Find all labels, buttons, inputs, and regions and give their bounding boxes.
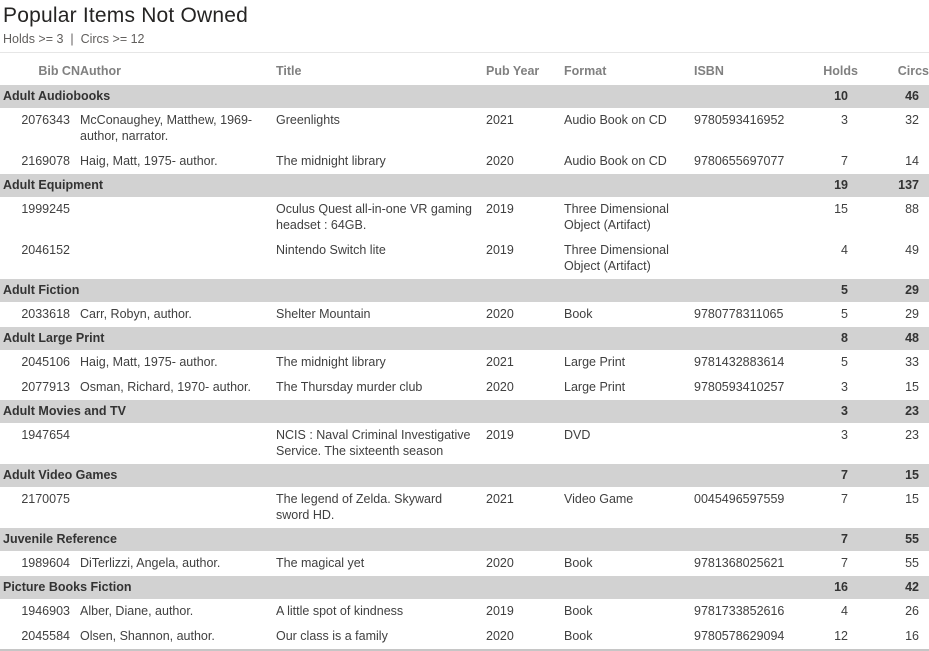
- cell-holds: 3: [841, 113, 848, 127]
- cell-circs: 23: [905, 428, 919, 442]
- cell-holds: 15: [834, 202, 848, 216]
- cell-isbn: 9781733852616: [694, 604, 785, 618]
- cell-author: DiTerlizzi, Angela, author.: [80, 556, 221, 570]
- cell-pubyear: 2019: [486, 243, 514, 257]
- cell-format: Audio Book on CD: [564, 113, 667, 127]
- cell-circs: 49: [905, 243, 919, 257]
- cell-pubyear: 2020: [486, 556, 514, 570]
- cell-circs: 32: [905, 113, 919, 127]
- column-header-author[interactable]: Author: [80, 64, 121, 78]
- group-total-holds: 3: [811, 400, 858, 423]
- group-total-circs: 29: [858, 279, 929, 302]
- cell-circs: 14: [905, 154, 919, 168]
- table-row: [0, 599, 929, 624]
- cell-format: Large Print: [564, 355, 626, 369]
- cell-author: Osman, Richard, 1970- author.: [80, 380, 251, 394]
- cell-author: Olsen, Shannon, author.: [80, 629, 215, 643]
- group-header-row: [0, 528, 929, 551]
- cell-author: Alber, Diane, author.: [80, 604, 194, 618]
- cell-bib: 2170075: [21, 492, 70, 506]
- cell-format: Book: [564, 556, 593, 570]
- group-total-circs: 15: [858, 464, 929, 487]
- cell-format: Video Game: [564, 492, 634, 506]
- cell-bib: 1947654: [21, 428, 70, 442]
- cell-pubyear: 2019: [486, 202, 514, 216]
- cell-bib: 1989604: [21, 556, 70, 570]
- table-row: [0, 375, 929, 400]
- group-name: Adult Audiobooks: [0, 85, 811, 108]
- cell-holds: 7: [841, 492, 848, 506]
- group-total-holds: 5: [811, 279, 858, 302]
- group-header-row: [0, 576, 929, 599]
- cell-circs: 15: [905, 492, 919, 506]
- cell-pubyear: 2020: [486, 380, 514, 394]
- column-header-bib[interactable]: Bib CN: [38, 64, 80, 78]
- cell-isbn: 9781432883614: [694, 355, 785, 369]
- table-row: [0, 350, 929, 375]
- group-name: Adult Movies and TV: [0, 400, 811, 423]
- cell-bib: 2045584: [21, 629, 70, 643]
- cell-format: Audio Book on CD: [564, 154, 667, 168]
- cell-circs: 88: [905, 202, 919, 216]
- cell-holds: 3: [841, 428, 848, 442]
- table-row: [0, 487, 929, 528]
- cell-pubyear: 2020: [486, 307, 514, 321]
- cell-author: Haig, Matt, 1975- author.: [80, 154, 218, 168]
- column-header-format[interactable]: Format: [564, 64, 607, 78]
- column-header-circs[interactable]: Circs: [897, 64, 929, 78]
- group-header-row: [0, 327, 929, 350]
- group-total-circs: 55: [858, 528, 929, 551]
- cell-title: The midnight library: [276, 154, 386, 168]
- cell-isbn: 9780578629094: [694, 629, 785, 643]
- cell-holds: 5: [841, 307, 848, 321]
- table-row: [0, 551, 929, 576]
- cell-isbn: [694, 238, 811, 279]
- table-row: [0, 423, 929, 464]
- column-header-title[interactable]: Title: [276, 64, 302, 78]
- cell-circs: 33: [905, 355, 919, 369]
- cell-circs: 15: [905, 380, 919, 394]
- cell-pubyear: 2019: [486, 428, 514, 442]
- cell-title: A little spot of kindness: [276, 604, 404, 618]
- group-total-holds: 16: [811, 576, 858, 599]
- group-name: Adult Video Games: [0, 464, 811, 487]
- group-header-row: [0, 174, 929, 197]
- cell-title: Greenlights: [276, 113, 340, 127]
- cell-bib: 2076343: [21, 113, 70, 127]
- cell-author: McConaughey, Matthew, 1969- author, narrator.: [80, 113, 253, 143]
- cell-format: Three Dimensional Object (Artifact): [564, 202, 669, 232]
- cell-author: Haig, Matt, 1975- author.: [80, 355, 218, 369]
- cell-author: [80, 197, 276, 238]
- table-row: [0, 149, 929, 174]
- cell-isbn: 9781368025621: [694, 556, 785, 570]
- cell-format: Book: [564, 629, 593, 643]
- cell-title: The magical yet: [276, 556, 365, 570]
- cell-author: [80, 423, 276, 464]
- cell-format: Book: [564, 604, 593, 618]
- cell-isbn: 0045496597559: [694, 492, 785, 506]
- cell-title: Oculus Quest all-in-one VR gaming headset : 64GB.: [276, 202, 472, 232]
- group-total-circs: 23: [858, 400, 929, 423]
- cell-author: Carr, Robyn, author.: [80, 307, 192, 321]
- cell-holds: 3: [841, 380, 848, 394]
- group-header-row: [0, 400, 929, 423]
- cell-holds: 7: [841, 154, 848, 168]
- group-name: Adult Equipment: [0, 174, 811, 197]
- column-header-isbn[interactable]: ISBN: [694, 64, 724, 78]
- cell-isbn: [694, 423, 811, 464]
- cell-isbn: 9780593416952: [694, 113, 785, 127]
- cell-title: Nintendo Switch lite: [276, 243, 386, 257]
- cell-author: [80, 487, 276, 528]
- cell-holds: 4: [841, 604, 848, 618]
- table-row: [0, 108, 929, 149]
- cell-bib: 2033618: [21, 307, 70, 321]
- cell-title: Shelter Mountain: [276, 307, 371, 321]
- group-name: Adult Large Print: [0, 327, 811, 350]
- cell-circs: 26: [905, 604, 919, 618]
- cell-circs: 29: [905, 307, 919, 321]
- cell-title: NCIS : Naval Criminal Investigative Service. The sixteenth season: [276, 428, 471, 458]
- cell-author: [80, 238, 276, 279]
- cell-circs: 16: [905, 629, 919, 643]
- column-header-holds[interactable]: Holds: [823, 64, 858, 78]
- table-row: [0, 302, 929, 327]
- group-total-circs: 48: [858, 327, 929, 350]
- group-header-row: [0, 279, 929, 302]
- cell-holds: 5: [841, 355, 848, 369]
- cell-title: The legend of Zelda. Skyward sword HD.: [276, 492, 443, 522]
- cell-format: Large Print: [564, 380, 626, 394]
- cell-pubyear: 2020: [486, 629, 514, 643]
- cell-bib: 2046152: [21, 243, 70, 257]
- cell-isbn: 9780778311065: [694, 307, 784, 321]
- group-total-holds: 8: [811, 327, 858, 350]
- cell-title: The Thursday murder club: [276, 380, 423, 394]
- cell-format: Book: [564, 307, 593, 321]
- page-subtitle: Holds >= 3 | Circs >= 12: [3, 32, 145, 46]
- cell-title: Our class is a family: [276, 629, 388, 643]
- group-name: Juvenile Reference: [0, 528, 811, 551]
- cell-isbn: 9780655697077: [694, 154, 785, 168]
- cell-title: The midnight library: [276, 355, 386, 369]
- group-name: Picture Books Fiction: [0, 576, 811, 599]
- cell-pubyear: 2021: [486, 492, 514, 506]
- cell-bib: 2045106: [21, 355, 70, 369]
- cell-pubyear: 2021: [486, 113, 514, 127]
- cell-holds: 4: [841, 243, 848, 257]
- cell-format: DVD: [564, 428, 591, 442]
- group-name: Adult Fiction: [0, 279, 811, 302]
- cell-bib: 2169078: [21, 154, 70, 168]
- table-row: [0, 238, 929, 279]
- cell-isbn: 9780593410257: [694, 380, 785, 394]
- column-header-row: [0, 53, 929, 85]
- group-total-holds: 10: [811, 85, 858, 108]
- group-total-circs: 42: [858, 576, 929, 599]
- cell-holds: 7: [841, 556, 848, 570]
- cell-bib: 1946903: [21, 604, 70, 618]
- group-total-circs: 46: [858, 85, 929, 108]
- column-header-pubyear[interactable]: Pub Year: [486, 64, 540, 78]
- cell-bib: 1999245: [21, 202, 70, 216]
- page-title: Popular Items Not Owned: [3, 4, 249, 27]
- group-total-holds: 19: [811, 174, 858, 197]
- popular-items-table: [0, 53, 929, 651]
- cell-circs: 55: [905, 556, 919, 570]
- cell-pubyear: 2021: [486, 355, 514, 369]
- group-total-holds: 7: [811, 528, 858, 551]
- cell-pubyear: 2019: [486, 604, 514, 618]
- cell-bib: 2077913: [21, 380, 70, 394]
- cell-holds: 12: [834, 629, 848, 643]
- cell-format: Three Dimensional Object (Artifact): [564, 243, 669, 273]
- group-total-circs: 137: [858, 174, 929, 197]
- table-row: [0, 197, 929, 238]
- cell-pubyear: 2020: [486, 154, 514, 168]
- group-total-holds: 7: [811, 464, 858, 487]
- group-header-row: [0, 85, 929, 108]
- group-header-row: [0, 464, 929, 487]
- cell-isbn: [694, 197, 811, 238]
- table-row: [0, 624, 929, 650]
